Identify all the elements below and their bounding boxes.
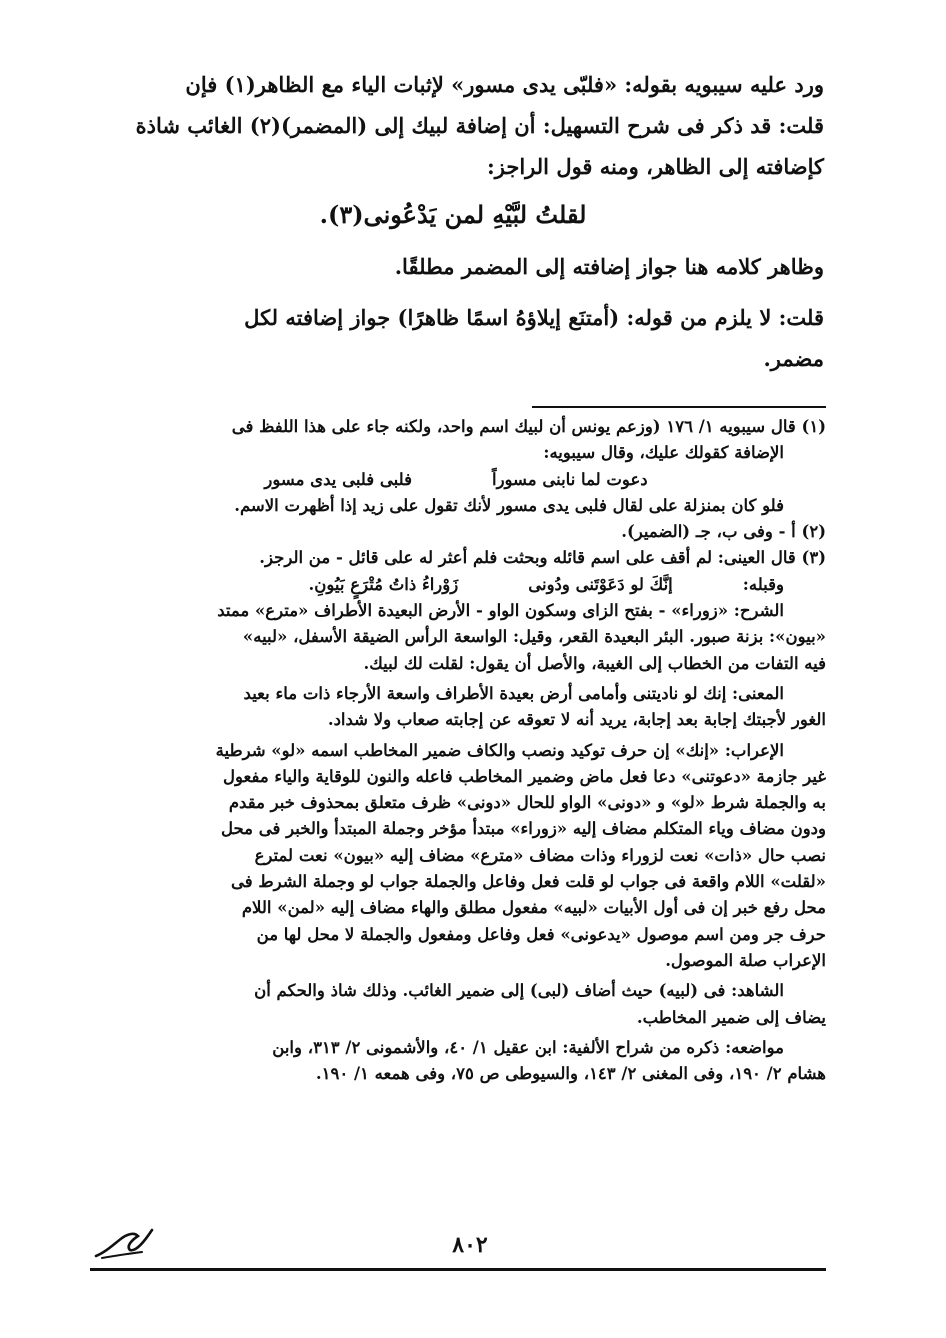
- footnote-line: محل رفع خبر إن فى أول الأبيات «لبيه» مفعول مطلق والهاء مضاف إليه «لمن» اللام: [241, 898, 826, 918]
- footnote-line: غير جازمة «دعوتنى» دعا فعل ماض وضمير المخاطب فاعله والنون للوقاية والياء مفعول: [223, 766, 826, 786]
- footnote-line: الإعراب: «إنك» إن حرف توكيد ونصب والكاف ضمير المخاطب اسمه «لو» شرطية: [215, 740, 784, 760]
- main-line: مضمر.: [763, 346, 824, 371]
- main-line: قلت: لا يلزم من قوله: (أمتنَع إيلاؤهُ اسمًا ظاهرًا) جواز إضافته لكل: [244, 305, 824, 330]
- footnote-line: (٣) قال العينى: لم أقف على اسم قائله وبحثت فلم أعثر له على قائل - من الرجز.: [259, 548, 826, 568]
- verse-hemistich: زَوْراءُ ذاتُ مُتْرَعٍ بَيُونِ.: [308, 574, 459, 594]
- main-line: وظاهر كلامه هنا جواز إضافته إلى المضمر مطلقًا.: [394, 254, 824, 279]
- footnote-line: الإضافة كقولك عليك، وقال سيبويه:: [543, 443, 784, 463]
- footnote-line: هشام ٢/ ١٩٠، وفى المغنى ٢/ ١٤٣، والسيوطى ص ٧٥، وفى همعه ١/ ١٩٠.: [315, 1064, 826, 1084]
- bottom-rule: [90, 1268, 826, 1271]
- handwritten-mark-icon: [92, 1222, 158, 1262]
- footnote-line: يضاف إلى ضمير المخاطب.: [636, 1007, 826, 1027]
- footnote-line: «لقلت» اللام واقعة فى جواب لو قلت فعل وفاعل والجملة جواب لو وجملة الشرط فى: [231, 872, 826, 892]
- footnote-line: به والجملة شرط «لو» و «دونى» الواو للحال «دونى» ظرف متعلق بمحذوف خبر مقدم: [228, 793, 826, 813]
- verse-label: وقبله:: [742, 574, 784, 594]
- verse-hemistich: إنَّكَ لو دَعَوْتَنى ودُونى: [528, 574, 673, 594]
- page-number: ٨٠٢: [452, 1232, 488, 1258]
- main-text: [82, 64, 824, 379]
- footnote-line: نصب حال «ذات» نعت لزوراء وذات مضاف «مترع» مضاف إليه «بيون» نعت لمترع: [254, 845, 826, 865]
- footnote-line: الغور لأجبتك إجابة بعد إجابة، يريد أنه لا تعوقه عن إجابته صعاب ولا شداد.: [327, 710, 826, 730]
- main-line: قلت: قد ذكر فى شرح التسهيل: أن إضافة لبيك إلى (المضمر)(٢) الغائب شاذة: [135, 113, 824, 138]
- footnote-line: فلو كان بمنزلة على لقال فلبى يدى مسور لأنك تقول على زيد إذا أظهرت الاسم.: [234, 495, 784, 515]
- footnote-line: الإعراب صلة الموصول.: [665, 950, 826, 970]
- footnote-line: «بيون»: بزنة صبور. البئر البعيدة القعر، وقيل: الواسعة الرأس الضيقة الأسفل، «لبيه»: [242, 627, 826, 647]
- footnote-line: مواضعه: ذكره من شراح الألفية: ابن عقيل ١/ ٤٠، والأشمونى ٢/ ٣١٣، وابن: [272, 1037, 784, 1057]
- footnote-verse: [86, 572, 826, 598]
- verse-hemistich: فلبى فلبى يدى مسور: [264, 469, 412, 489]
- footnote-line: (٢) أ - وفى ب، جـ (الضمير).: [621, 522, 826, 542]
- footnote-line: المعنى: إنك لو ناديتنى وأمامى أرض بعيدة الأطراف واسعة الأرجاء ذات ماء بعيد: [243, 683, 784, 703]
- main-line: ورد عليه سيبويه بقوله: «فلبّى يدى مسور» لإثبات الياء مع الظاهر(١) فإن: [185, 72, 824, 97]
- main-line: كإضافته إلى الظاهر، ومنه قول الراجز:: [487, 154, 824, 179]
- footnote-verse: [86, 467, 826, 493]
- footnote-line: حرف جر ومن اسم موصول «يدعونى» فعل وفاعل ومفعول والجملة لا محل لها من: [256, 924, 826, 944]
- footnote-line: الشاهد: فى (لبيه) حيث أضاف (لبى) إلى ضمير الغائب. وذلك شاذ والحكم أن: [254, 981, 784, 1001]
- verse-line: لقلتُ لبَّيْهِ لمن يَدْعُونى(٣).: [319, 200, 587, 229]
- footnotes: [86, 414, 826, 1087]
- footnote-line: (١) قال سيبويه ١/ ١٧٦ (وزعم يونس أن لبيك اسم واحد، ولكنه جاء على هذا اللفظ فى: [231, 417, 826, 436]
- footnote-separator: [532, 406, 826, 408]
- verse-hemistich: دعوت لما نابنى مسوراً: [491, 469, 648, 489]
- footnote-line: ودون مضاف وياء المتكلم مضاف إليه «زوراء» مبتدأ مؤخر وجملة المبتدأ والخبر فى محل: [221, 819, 826, 839]
- footnote-line: الشرح: «زوراء» - بفتح الزاى وسكون الواو - الأرض البعيدة الأطراف «مترع» ممتد: [217, 601, 784, 621]
- footnote-line: فيه التفات من الخطاب إلى الغيبة، والأصل أن يقول: لقلت لك لبيك.: [363, 653, 826, 673]
